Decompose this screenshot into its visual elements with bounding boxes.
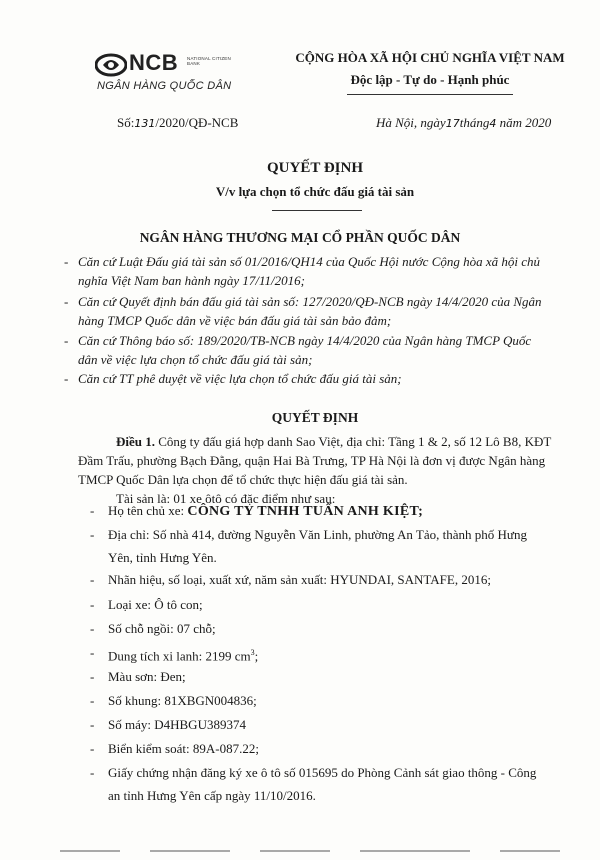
article-text: Đầm Trấu, phường Bạch Đằng, quận Hai Bà Trưng, TP Hà Nội là đơn vị được Ngân hàng (78, 453, 546, 468)
asset-item-seats: - Số chỗ ngồi: 07 chỗ; (90, 621, 216, 636)
item-label: Số chỗ ngồi: (108, 621, 174, 636)
logo-bank-name: NGÂN HÀNG QUỐC DÂN (97, 80, 232, 92)
basis-line: Căn cứ Luật Đấu giá tài sản số 01/2016/QH14 của Quốc Hội nước Cộng hòa xã hội chủ (78, 254, 541, 269)
item-label: Dung tích xi lanh: (108, 648, 203, 664)
basis-item: - Căn cứ TT phê duyệt về việc lựa chọn tổ chức đấu giá tài sản; (78, 369, 548, 388)
country-heading: CỘNG HÒA XÃ HỘI CHỦ NGHĨA VIỆT NAM (295, 50, 565, 65)
item-label: Địa chỉ: (108, 527, 150, 542)
item-label: Số máy: (108, 717, 151, 732)
month-handwritten: 4 (489, 117, 497, 130)
item-value: 81XBGN004836; (164, 693, 257, 708)
ncb-mark-icon (95, 52, 127, 78)
issuer-name: NGÂN HÀNG THƯƠNG MẠI CỔ PHẦN QUỐC DÂN (139, 230, 461, 245)
basis-line: Căn cứ TT phê duyệt về việc lựa chọn tổ chức đấu giá tài sản; (78, 371, 402, 386)
asset-item-registration: - Giấy chứng nhận đăng ký xe ô tô số 015695 do Phòng Cảnh sát giao thông - Công an tỉnh Hưng Yên cấp ngày 11/10/2016. (108, 763, 548, 805)
place-prefix: Hà Nội, ngày (376, 115, 446, 130)
day-handwritten: 17 (445, 117, 460, 130)
item-value: Đen; (160, 669, 186, 684)
basis-line: nghĩa Việt Nam ban hành ngày 17/11/2016; (78, 273, 305, 288)
article-text: Công ty đấu giá hợp danh Sao Việt, địa chỉ: Tầng 1 & 2, số 12 Lô B8, KĐT (158, 434, 552, 449)
asset-item-engine: - Số máy: D4HBGU389374 (90, 717, 246, 732)
item-value: Ô tô con; (154, 597, 203, 612)
scan-edge-artifact (0, 842, 600, 852)
decision-subject: V/v lựa chọn tổ chức đấu giá tài sản (215, 184, 415, 199)
motto: Độc lập - Tự do - Hạnh phúc (350, 72, 510, 87)
asset-item-color: - Màu sơn: Đen; (90, 669, 186, 684)
basis-line: Căn cứ Quyết định bán đấu giá tài sản số: 127/2020/QĐ-NCB ngày 14/4/2020 của Ngân (78, 294, 542, 309)
asset-item-address: - Địa chỉ: Số nhà 414, đường Nguyễn Văn Linh, phường An Tảo, thành phố Hưng Yên, tỉnh Hưng Yên. (108, 525, 548, 567)
document-date (376, 115, 551, 131)
item-label: Loại xe: (108, 597, 151, 612)
item-value: 2199 cm (205, 648, 251, 664)
number-suffix: /2020/QĐ-NCB (155, 115, 239, 130)
article-label: Điều 1. (116, 434, 155, 449)
item-value: 015695 do Phòng Cảnh sát giao thông - Công (298, 765, 537, 780)
logo-tagline: NATIONAL CITIZEN BANK (187, 56, 231, 66)
asset-intro: Tài sản là: 01 xe ôtô có đặc điểm như sau: (116, 491, 336, 506)
item-value-line2: Yên, tỉnh Hưng Yên. (108, 550, 217, 565)
motto-underline (347, 94, 513, 95)
asset-item-chassis: - Số khung: 81XBGN004836; (90, 693, 257, 708)
document-number (117, 115, 238, 131)
item-value: D4HBGU389374 (154, 717, 246, 732)
asset-item-owner: - Họ tên chủ xe: CÔNG TY TNHH TUẤN ANH KIỆT; (90, 503, 424, 519)
basis-item: - Căn cứ Luật Đấu giá tài sản số 01/2016/QH14 của Quốc Hội nước Cộng hòa xã hội chủ nghĩa Việt Nam ban hành ngày 17/11/2016; (78, 252, 548, 290)
item-label: Giấy chứng nhận đăng ký xe ô tô số (108, 765, 296, 780)
asset-item-plate: - Biển kiểm soát: 89A-087.22; (90, 741, 259, 756)
item-tail: ; (254, 648, 259, 664)
basis-item: - Căn cứ Quyết định bán đấu giá tài sản số: 127/2020/QĐ-NCB ngày 14/4/2020 của Ngân hàng TMCP Quốc dân về việc bán đấu giá tài sản bảo đảm; (78, 292, 548, 330)
basis-line: hàng TMCP Quốc dân về việc bán đấu giá tài sản bảo đảm; (78, 313, 392, 328)
item-value-line2: an tỉnh Hưng Yên cấp ngày 11/10/2016. (108, 788, 316, 803)
asset-item-displacement: - Dung tích xi lanh: 2199 $cm^3$; (90, 645, 259, 664)
decision-heading: QUYẾT ĐỊNH (271, 410, 359, 425)
item-superscript: 3 (250, 648, 255, 657)
item-value: 89A-087.22; (192, 741, 259, 756)
number-prefix: Số: (117, 115, 135, 130)
item-label: Số khung: (108, 693, 162, 708)
article-text: TMCP Quốc Dân lựa chọn để tổ chức thực hiện đấu giá tài sản. (78, 472, 408, 487)
basis-line: Căn cứ Thông báo số: 189/2020/TB-NCB ngày 14/4/2020 của Ngân hàng TMCP Quốc (78, 333, 532, 348)
asset-item-type: - Loại xe: Ô tô con; (90, 597, 203, 612)
item-value: 07 chỗ; (176, 621, 216, 636)
asset-item-brand: - Nhãn hiệu, số loại, xuất xứ, năm sản xuất: HYUNDAI, SANTAFE, 2016; (90, 572, 491, 587)
item-value: CÔNG TY TNHH TUẤN ANH KIỆT; (187, 504, 424, 519)
month-prefix: tháng (459, 115, 490, 130)
subject-underline (272, 210, 362, 211)
item-label: Màu sơn: (108, 669, 158, 684)
item-label: Nhãn hiệu, số loại, xuất xứ, năm sản xuất: (108, 572, 327, 587)
decision-title: QUYẾT ĐỊNH (267, 160, 363, 176)
item-value: HYUNDAI, SANTAFE, 2016; (330, 572, 491, 587)
item-value: Số nhà 414, đường Nguyễn Văn Linh, phường An Tảo, thành phố Hưng (152, 527, 527, 542)
item-label: Biển kiểm soát: (108, 741, 190, 756)
basis-line: dân về việc lựa chọn tổ chức đấu giá tài sản; (78, 352, 313, 367)
logo-brand: NCB (129, 50, 179, 75)
article-1 (78, 432, 558, 489)
item-label: Họ tên chủ xe: (108, 503, 185, 518)
number-handwritten: 131 (134, 117, 156, 130)
basis-item: - Căn cứ Thông báo số: 189/2020/TB-NCB ngày 14/4/2020 của Ngân hàng TMCP Quốc dân về việc lựa chọn tổ chức đấu giá tài sản; (78, 331, 548, 369)
ncb-logo (95, 52, 265, 94)
year-part: năm 2020 (499, 115, 552, 130)
